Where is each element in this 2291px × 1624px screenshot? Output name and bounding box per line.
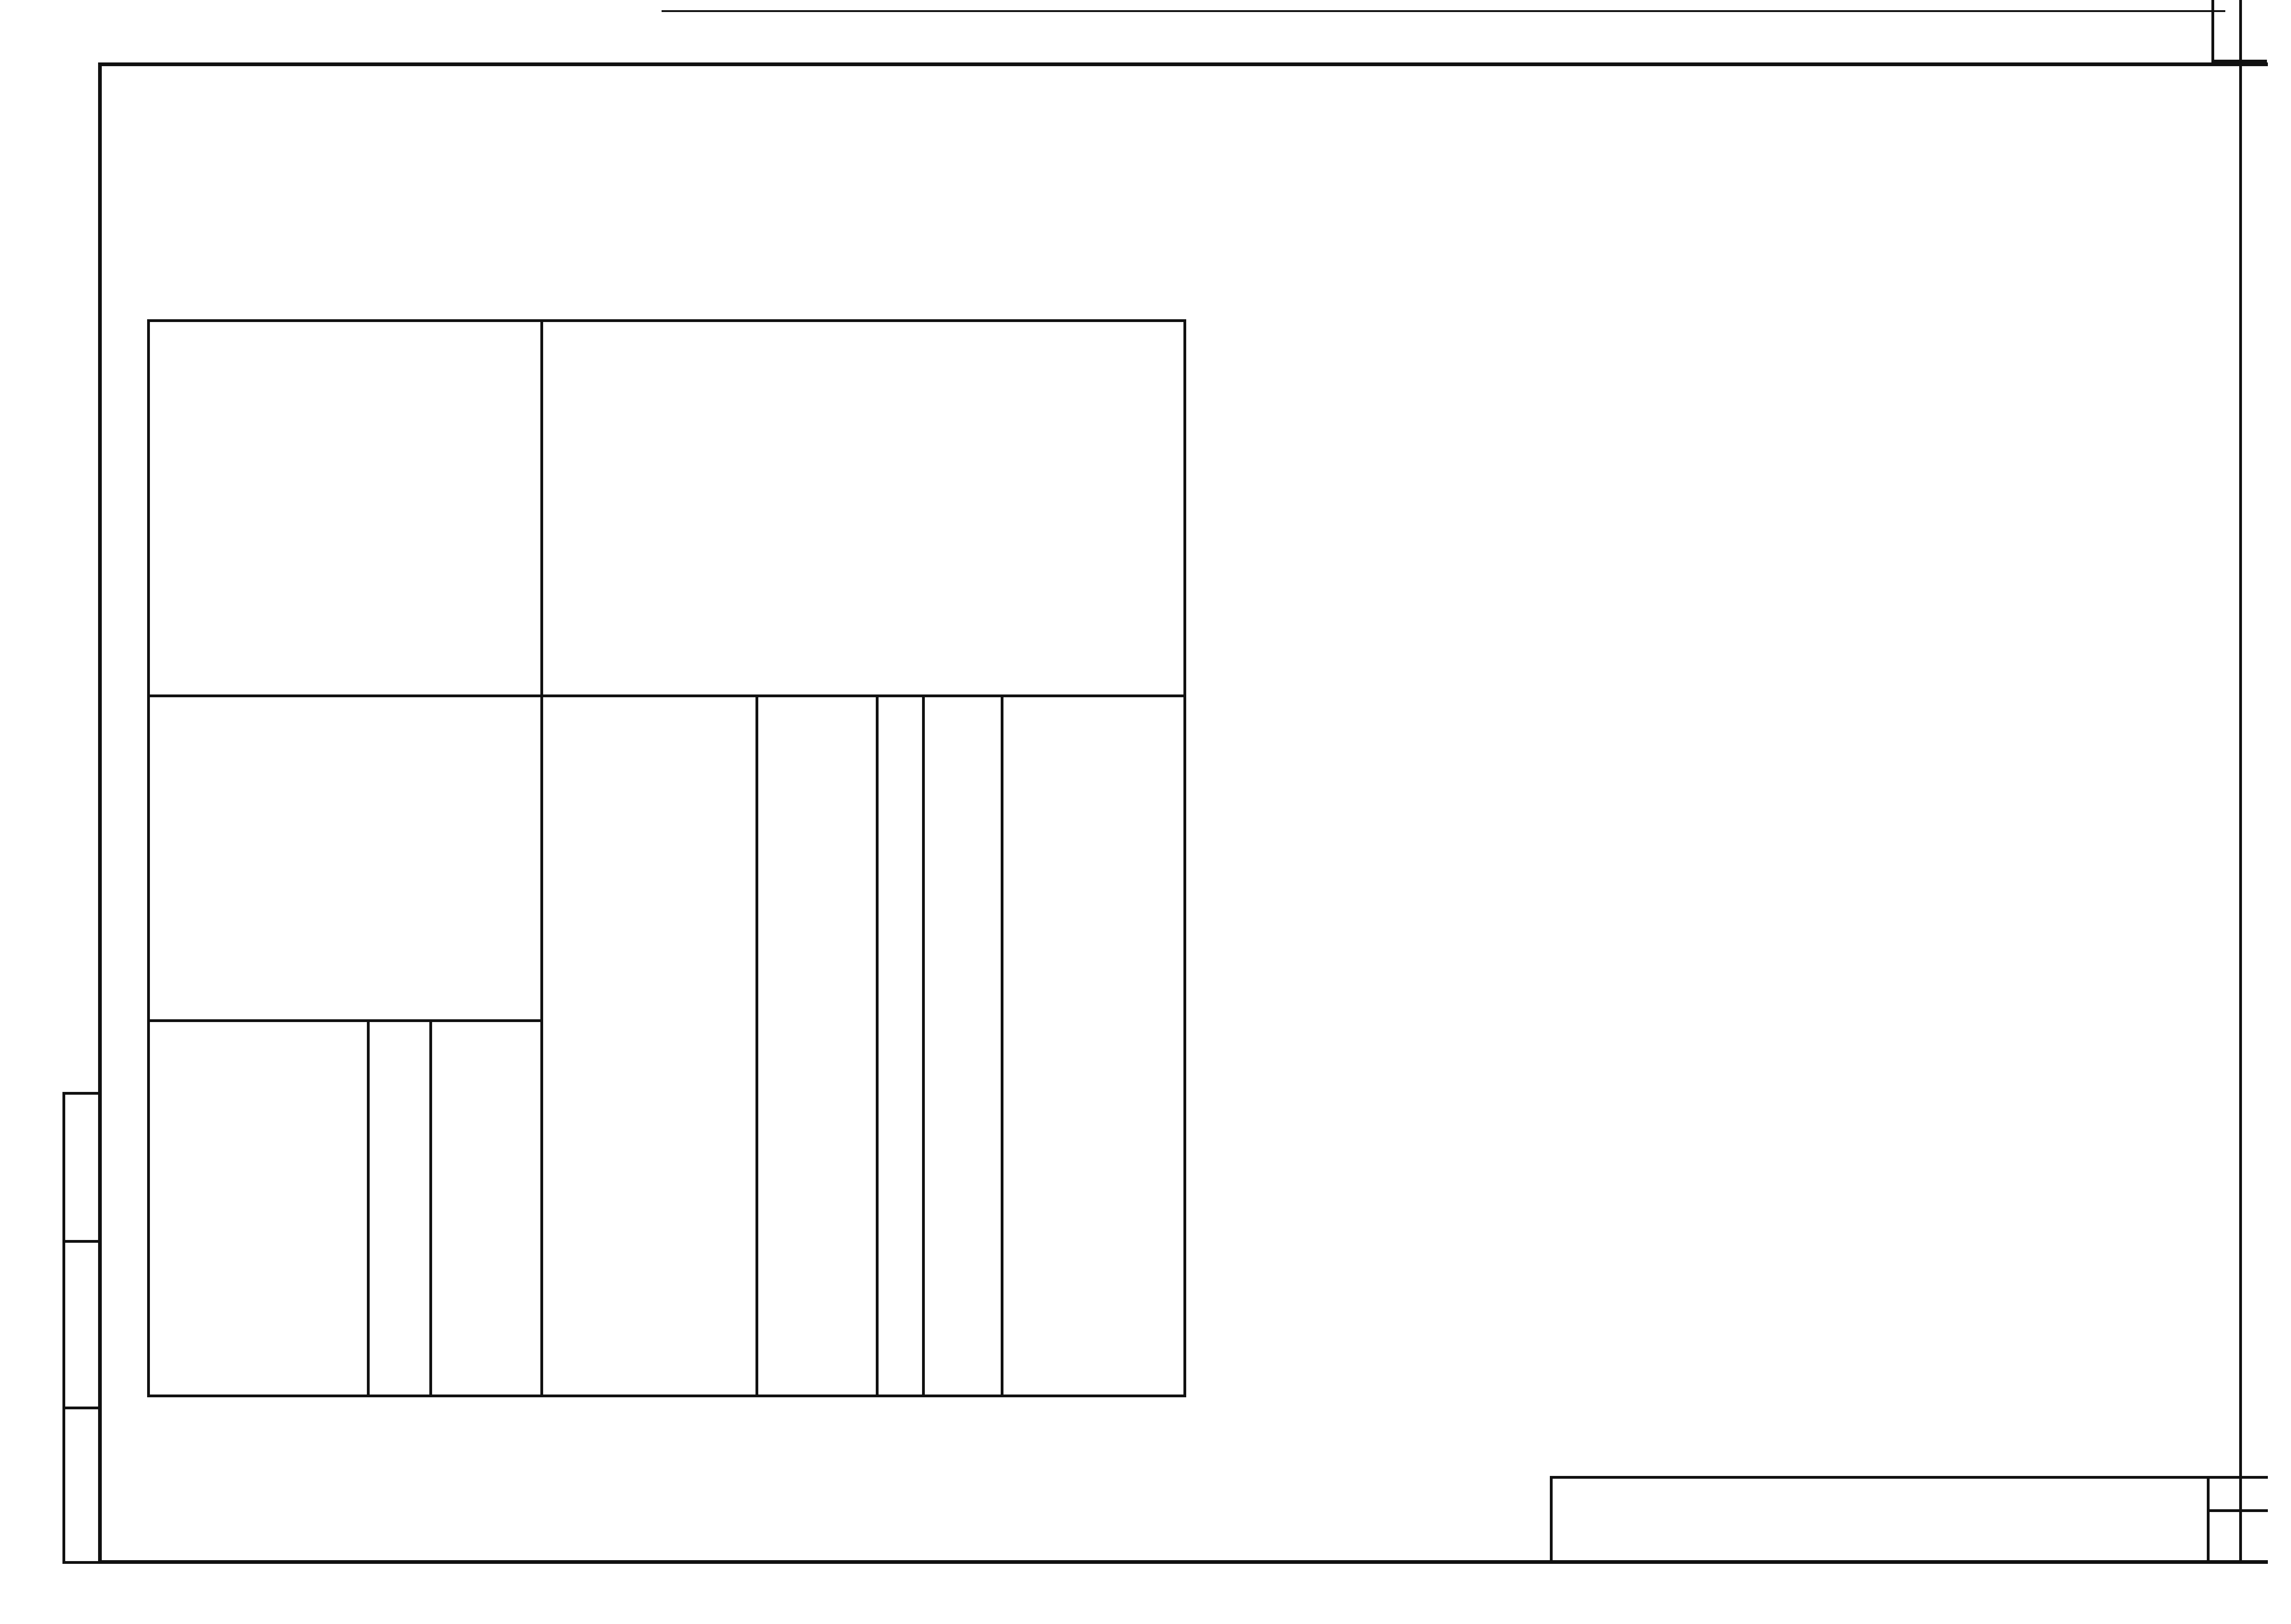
- col-qty: [368, 1021, 431, 1396]
- header-accepted: [149, 321, 542, 696]
- side-stamp: [62, 1092, 102, 1564]
- header-embedded: [149, 696, 542, 1021]
- title-block: [1550, 1476, 2268, 1564]
- col-mark: [149, 1021, 368, 1396]
- side-stamp-divider: [62, 1240, 102, 1243]
- col-mark2: [757, 696, 877, 1396]
- header-variant: [542, 321, 1185, 696]
- col-note: [1002, 696, 1185, 1396]
- key-table: [147, 319, 1186, 1397]
- right-edge-line: [2239, 0, 2242, 1564]
- page-number-box: [2211, 0, 2267, 62]
- side-stamp-divider: [62, 1407, 102, 1409]
- col-qty2: [877, 696, 923, 1396]
- title-block-divider: [2207, 1509, 2268, 1512]
- col-mass: [542, 696, 757, 1396]
- title-block-divider: [2207, 1476, 2210, 1564]
- col-steel: [431, 1021, 542, 1396]
- top-border-line: [662, 10, 2225, 12]
- col-steel2: [923, 696, 1002, 1396]
